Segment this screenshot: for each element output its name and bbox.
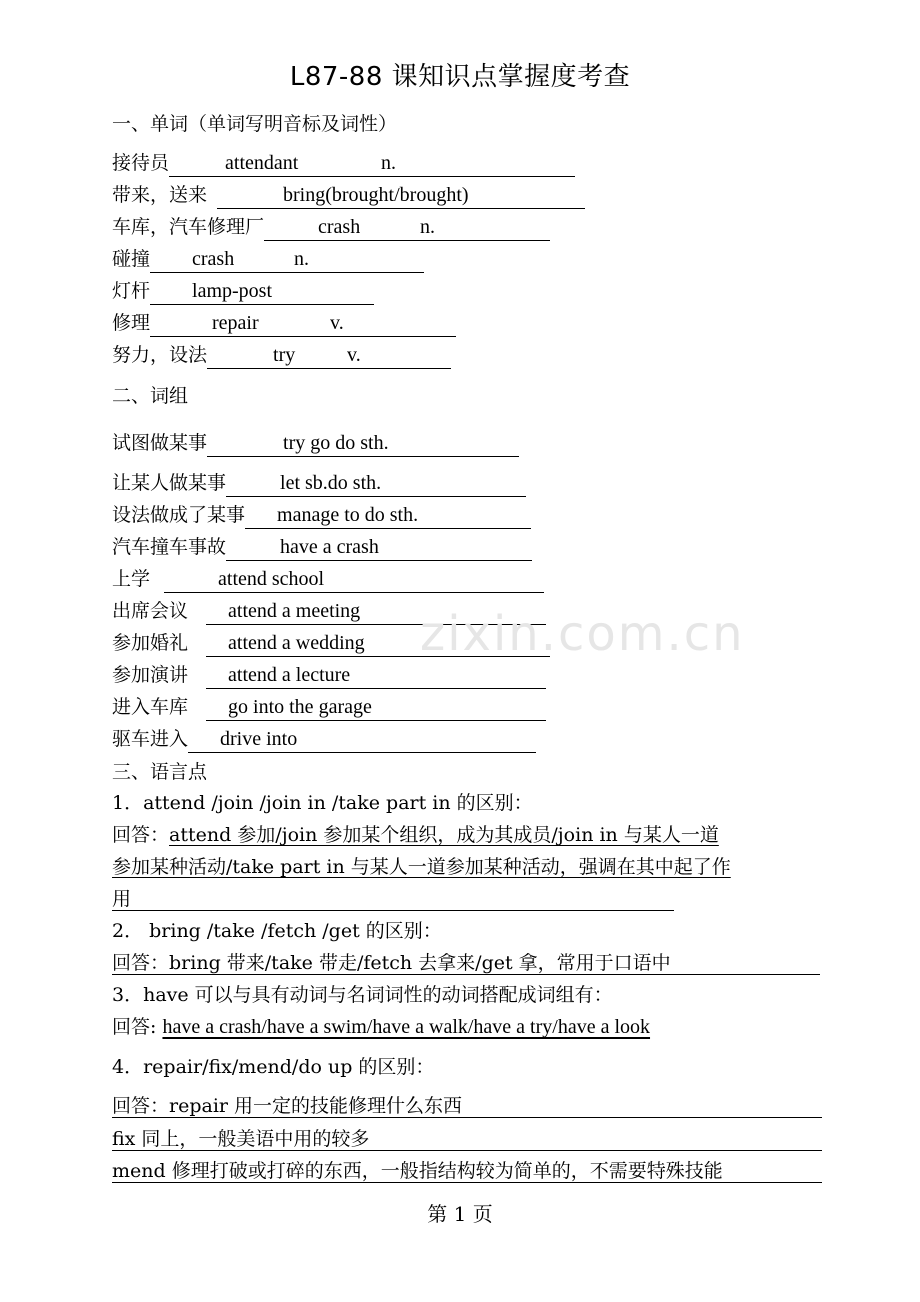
word-answer: attendant <box>225 152 299 174</box>
phrase-answer: attend school <box>218 568 325 590</box>
answer-prefix: 回答: <box>112 1016 163 1038</box>
word-label: 带来，送来 <box>112 184 208 206</box>
word-answer: try <box>273 344 296 366</box>
part-of-speech: n. <box>381 152 397 174</box>
answer-prefix: 回答： <box>112 952 170 974</box>
word-row <box>112 308 456 338</box>
phrase-row <box>112 724 536 754</box>
phrase-answer: attend a lecture <box>228 664 351 686</box>
phrase-answer: have a crash <box>280 536 379 558</box>
phrase-answer: go into the garage <box>228 696 372 718</box>
watermark: zixin.com.cn <box>420 606 745 662</box>
answer-blank <box>264 212 550 241</box>
question-3: 3．have 可以与具有动词与名词词性的动词搭配成词组有： <box>112 984 613 1006</box>
phrase-row <box>112 500 531 530</box>
question-2: 2． bring /take /fetch /get 的区别： <box>112 920 442 942</box>
answer-4-line-2 <box>112 1124 822 1151</box>
phrase-label: 汽车撞车事故 <box>112 536 227 558</box>
phrase-label: 参加演讲 <box>112 664 189 686</box>
word-label: 车库，汽车修理厂 <box>112 216 265 238</box>
phrase-row <box>112 428 519 458</box>
answer-blank <box>164 564 544 593</box>
word-label: 修理 <box>112 312 151 334</box>
phrase-label: 试图做某事 <box>112 432 208 454</box>
phrase-answer: let sb.do sth. <box>280 472 382 494</box>
answer-text: fix 同上，一般美语中用的较多 <box>112 1128 370 1150</box>
answer-blank <box>207 428 519 457</box>
answer-blank <box>226 532 532 561</box>
answer-blank <box>207 340 451 369</box>
answer-blank <box>150 276 374 305</box>
answer-blank <box>217 180 585 209</box>
part-of-speech: v. <box>347 344 361 366</box>
phrase-label: 参加婚礼 <box>112 632 189 654</box>
answer-1-line-2 <box>112 852 731 882</box>
answer-text: bring 带来/take 带走/fetch 去拿来/get 拿，常用于口语中 <box>169 952 671 974</box>
phrase-label: 让某人做某事 <box>112 472 227 494</box>
answer-blank <box>188 724 536 753</box>
part-of-speech: n. <box>294 248 310 270</box>
answer-text: mend 修理打破或打碎的东西，一般指结构较为简单的，不需要特殊技能 <box>112 1160 723 1182</box>
phrase-answer: attend a wedding <box>228 632 365 654</box>
answer-blank <box>245 500 531 529</box>
question-4: 4．repair/fix/mend/do up 的区别： <box>112 1056 435 1078</box>
word-answer: repair <box>212 312 259 334</box>
phrase-answer: attend a meeting <box>228 600 361 622</box>
word-row <box>112 180 585 210</box>
answer-text: 用 <box>112 888 132 910</box>
phrase-answer: try go do sth. <box>283 432 389 454</box>
answer-prefix: 回答： <box>112 1095 170 1117</box>
answer-4-line-3 <box>112 1156 822 1183</box>
answer-text: attend 参加/join 参加某个组织，成为其成员/join in 与某人一道 <box>169 824 719 846</box>
answer-blank <box>150 308 456 337</box>
answer-text: 参加某种活动/take part in 与某人一道参加某种活动，强调在其中起了作 <box>112 856 731 878</box>
part-of-speech: n. <box>420 216 436 238</box>
word-row <box>112 244 424 274</box>
phrase-row <box>112 468 526 498</box>
phrase-label: 上学 <box>112 568 151 590</box>
page-number: 第 1 页 <box>427 1202 493 1226</box>
part-of-speech: v. <box>330 312 344 334</box>
phrase-label: 进入车库 <box>112 696 189 718</box>
answer-prefix: 回答： <box>112 824 170 846</box>
question-1: 1．attend /join /join in /take part in 的区别： <box>112 792 533 814</box>
word-row <box>112 212 550 242</box>
phrase-row <box>112 692 546 722</box>
answer-blank <box>206 660 546 689</box>
answer-blank <box>169 148 575 177</box>
word-label: 努力，设法 <box>112 344 208 366</box>
phrase-label: 出席会议 <box>112 600 189 622</box>
answer-1-line-3 <box>112 884 674 911</box>
answer-4-line-1 <box>112 1091 822 1118</box>
phrase-row <box>112 660 546 690</box>
answer-2 <box>112 948 820 975</box>
word-answer: lamp-post <box>192 280 273 302</box>
answer-blank <box>150 244 424 273</box>
word-row <box>112 148 575 178</box>
word-answer: bring(brought/brought) <box>283 184 469 206</box>
word-label: 灯杆 <box>112 280 151 302</box>
word-label: 碰撞 <box>112 248 151 270</box>
word-row <box>112 276 374 306</box>
phrase-answer: drive into <box>220 728 298 750</box>
answer-text: repair 用一定的技能修理什么东西 <box>169 1095 463 1117</box>
word-answer: crash <box>192 248 235 270</box>
word-label: 接待员 <box>112 152 170 174</box>
phrase-answer: manage to do sth. <box>277 504 419 526</box>
answer-blank <box>226 468 526 497</box>
phrase-row <box>112 532 532 562</box>
section-heading-phrases: 二、词组 <box>112 385 189 407</box>
answer-blank <box>206 692 546 721</box>
section-heading-points: 三、语言点 <box>112 761 208 783</box>
answer-3 <box>112 1012 650 1042</box>
word-row <box>112 340 451 370</box>
phrase-row <box>112 564 544 594</box>
answer-text: have a crash/have a swim/have a walk/have a try/have a look <box>162 1016 651 1038</box>
word-answer: crash <box>318 216 361 238</box>
phrase-label: 驱车进入 <box>112 728 189 750</box>
section-heading-words: 一、单词（单词写明音标及词性） <box>112 113 398 135</box>
page-title: L87-88 课知识点掌握度考查 <box>289 62 631 92</box>
answer-1-line-1 <box>112 820 719 850</box>
phrase-label: 设法做成了某事 <box>112 504 246 526</box>
